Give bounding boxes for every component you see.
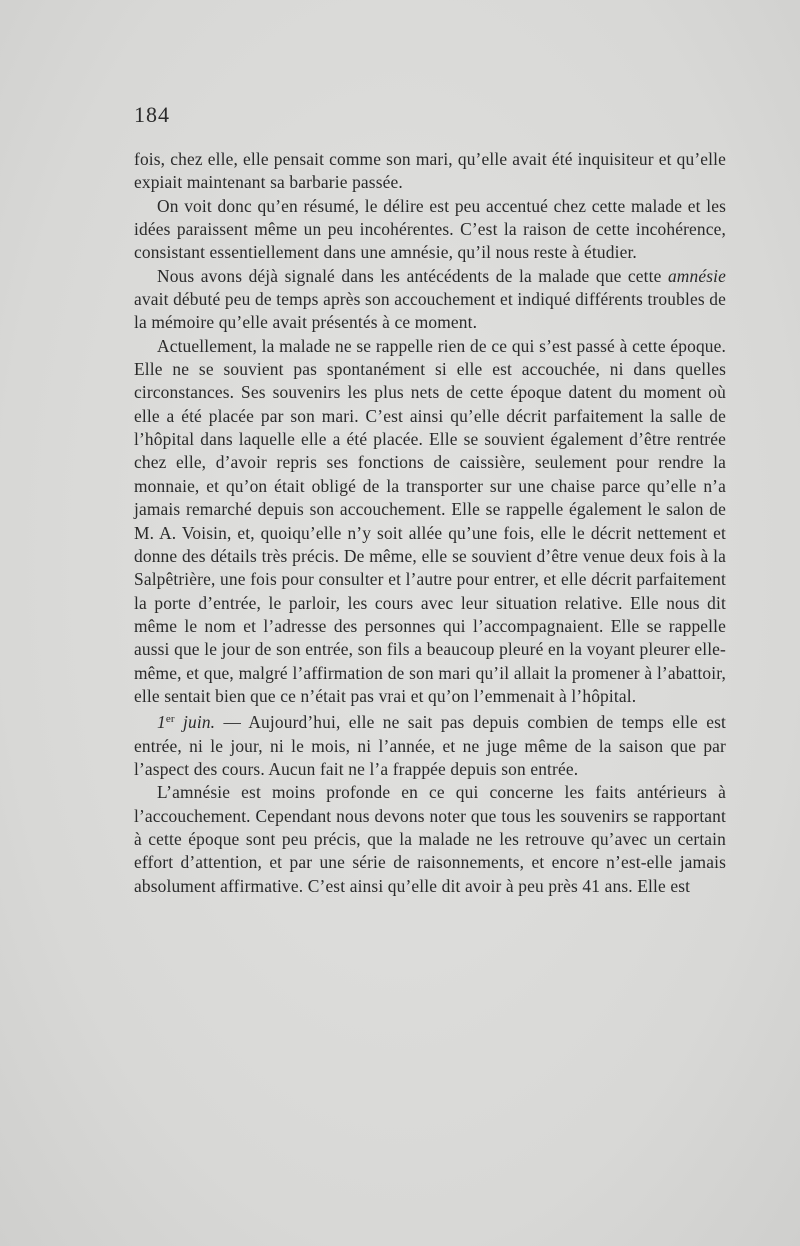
amnesia-emphasis: amnésie (667, 265, 726, 286)
paragraph-amnesia-onset-before: Nous avons déjà signalé dans les antécédents de la malade que cette (157, 265, 668, 286)
paragraph-dated-entry (134, 708, 726, 781)
entry-date-superscript: er (165, 713, 175, 726)
paragraph-prior-facts: L’amnésie est moins profonde en ce qui concerne les faits antérieurs à l’accouchement. Cependant nous devons noter que tous les souvenirs se rapportant à cette époque sont peu précis, que la malade ne les retrouve qu’avec un certain effort d’attention, et par une série de raisonnements, et encore n’est-elle jamais absolument affirmative. C’est ainsi qu’elle dit avoir à peu près 41 ans. Elle est (134, 782, 726, 896)
paragraph-current-state: Actuellement, la malade ne se rappelle rien de ce qui s’est passé à cette époque. Elle ne se souvient pas spontanément si elle est accouchée, ni dans quelles circonstances. Ses souvenirs les plus nets de cette époque datent du moment où elle a été placée par son mari. C’est ainsi qu’elle décrit parfaitement la salle de l’hôpital dans laquelle elle a été placée. Elle se souvient également d’être rentrée chez elle, d’avoir repris ses fonctions de caissière, seulement pour rendre la monnaie, et qu’on était obligé de la transporter sur une chaise parce qu’elle n’a jamais remarché depuis son accouchement. Elle se rappelle également le salon de M. A. Voisin, et, quoiqu’elle n’y soit allée qu’une fois, elle le décrit nettement et donne des détails très précis. De même, elle se souvient d’être venue deux fois à la Salpêtrière, une fois pour consulter et l’autre pour entrer, et elle décrit parfaitement la porte d’entrée, le parloir, les cours avec leur situation relative. Elle nous dit même le nom et l’adresse des personnes qui l’accompagnaient. Elle se rappelle aussi que le jour de son entrée, son fils a beaucoup pleuré en la voyant pleurer elle-même, et que, malgré l’affirmation de son mari qu’il allait la promener à l’abattoir, elle sentait bien que ce n’était pas vrai et qu’on l’emmenait à l’hôpital. (134, 335, 726, 706)
paragraph-summary: On voit donc qu’en résumé, le délire est peu accentué chez cette malade et les idées paraissent même un peu incohérentes. C’est la raison de cette incohérence, consistant essentiellement dans une amnésie, qu’il nous reste à étudier. (134, 195, 726, 263)
paragraph-amnesia-onset (134, 265, 726, 335)
page-number: 184 (134, 102, 170, 127)
entry-date-number: 1 (157, 712, 166, 733)
body-text (134, 148, 726, 898)
entry-date (157, 712, 215, 732)
paragraph-continuation: fois, chez elle, elle pensait comme son mari, qu’elle avait été inquisiteur et qu’elle expiait maintenant sa barbarie passée. (134, 149, 726, 193)
paragraph-amnesia-onset-after: avait débuté peu de temps après son accouchement et indiqué différents troubles de la mémoire qu’elle avait présentés à ce moment. (134, 289, 726, 333)
entry-text: — Aujourd’hui, elle ne sait pas depuis combien de temps elle est entrée, ni le jour, ni le mois, ni l’année, et ne juge même de la saison que par l’aspect des cours. Aucun fait ne l’a frappée depuis son entrée. (134, 712, 726, 779)
entry-date-word: juin. (174, 712, 216, 733)
